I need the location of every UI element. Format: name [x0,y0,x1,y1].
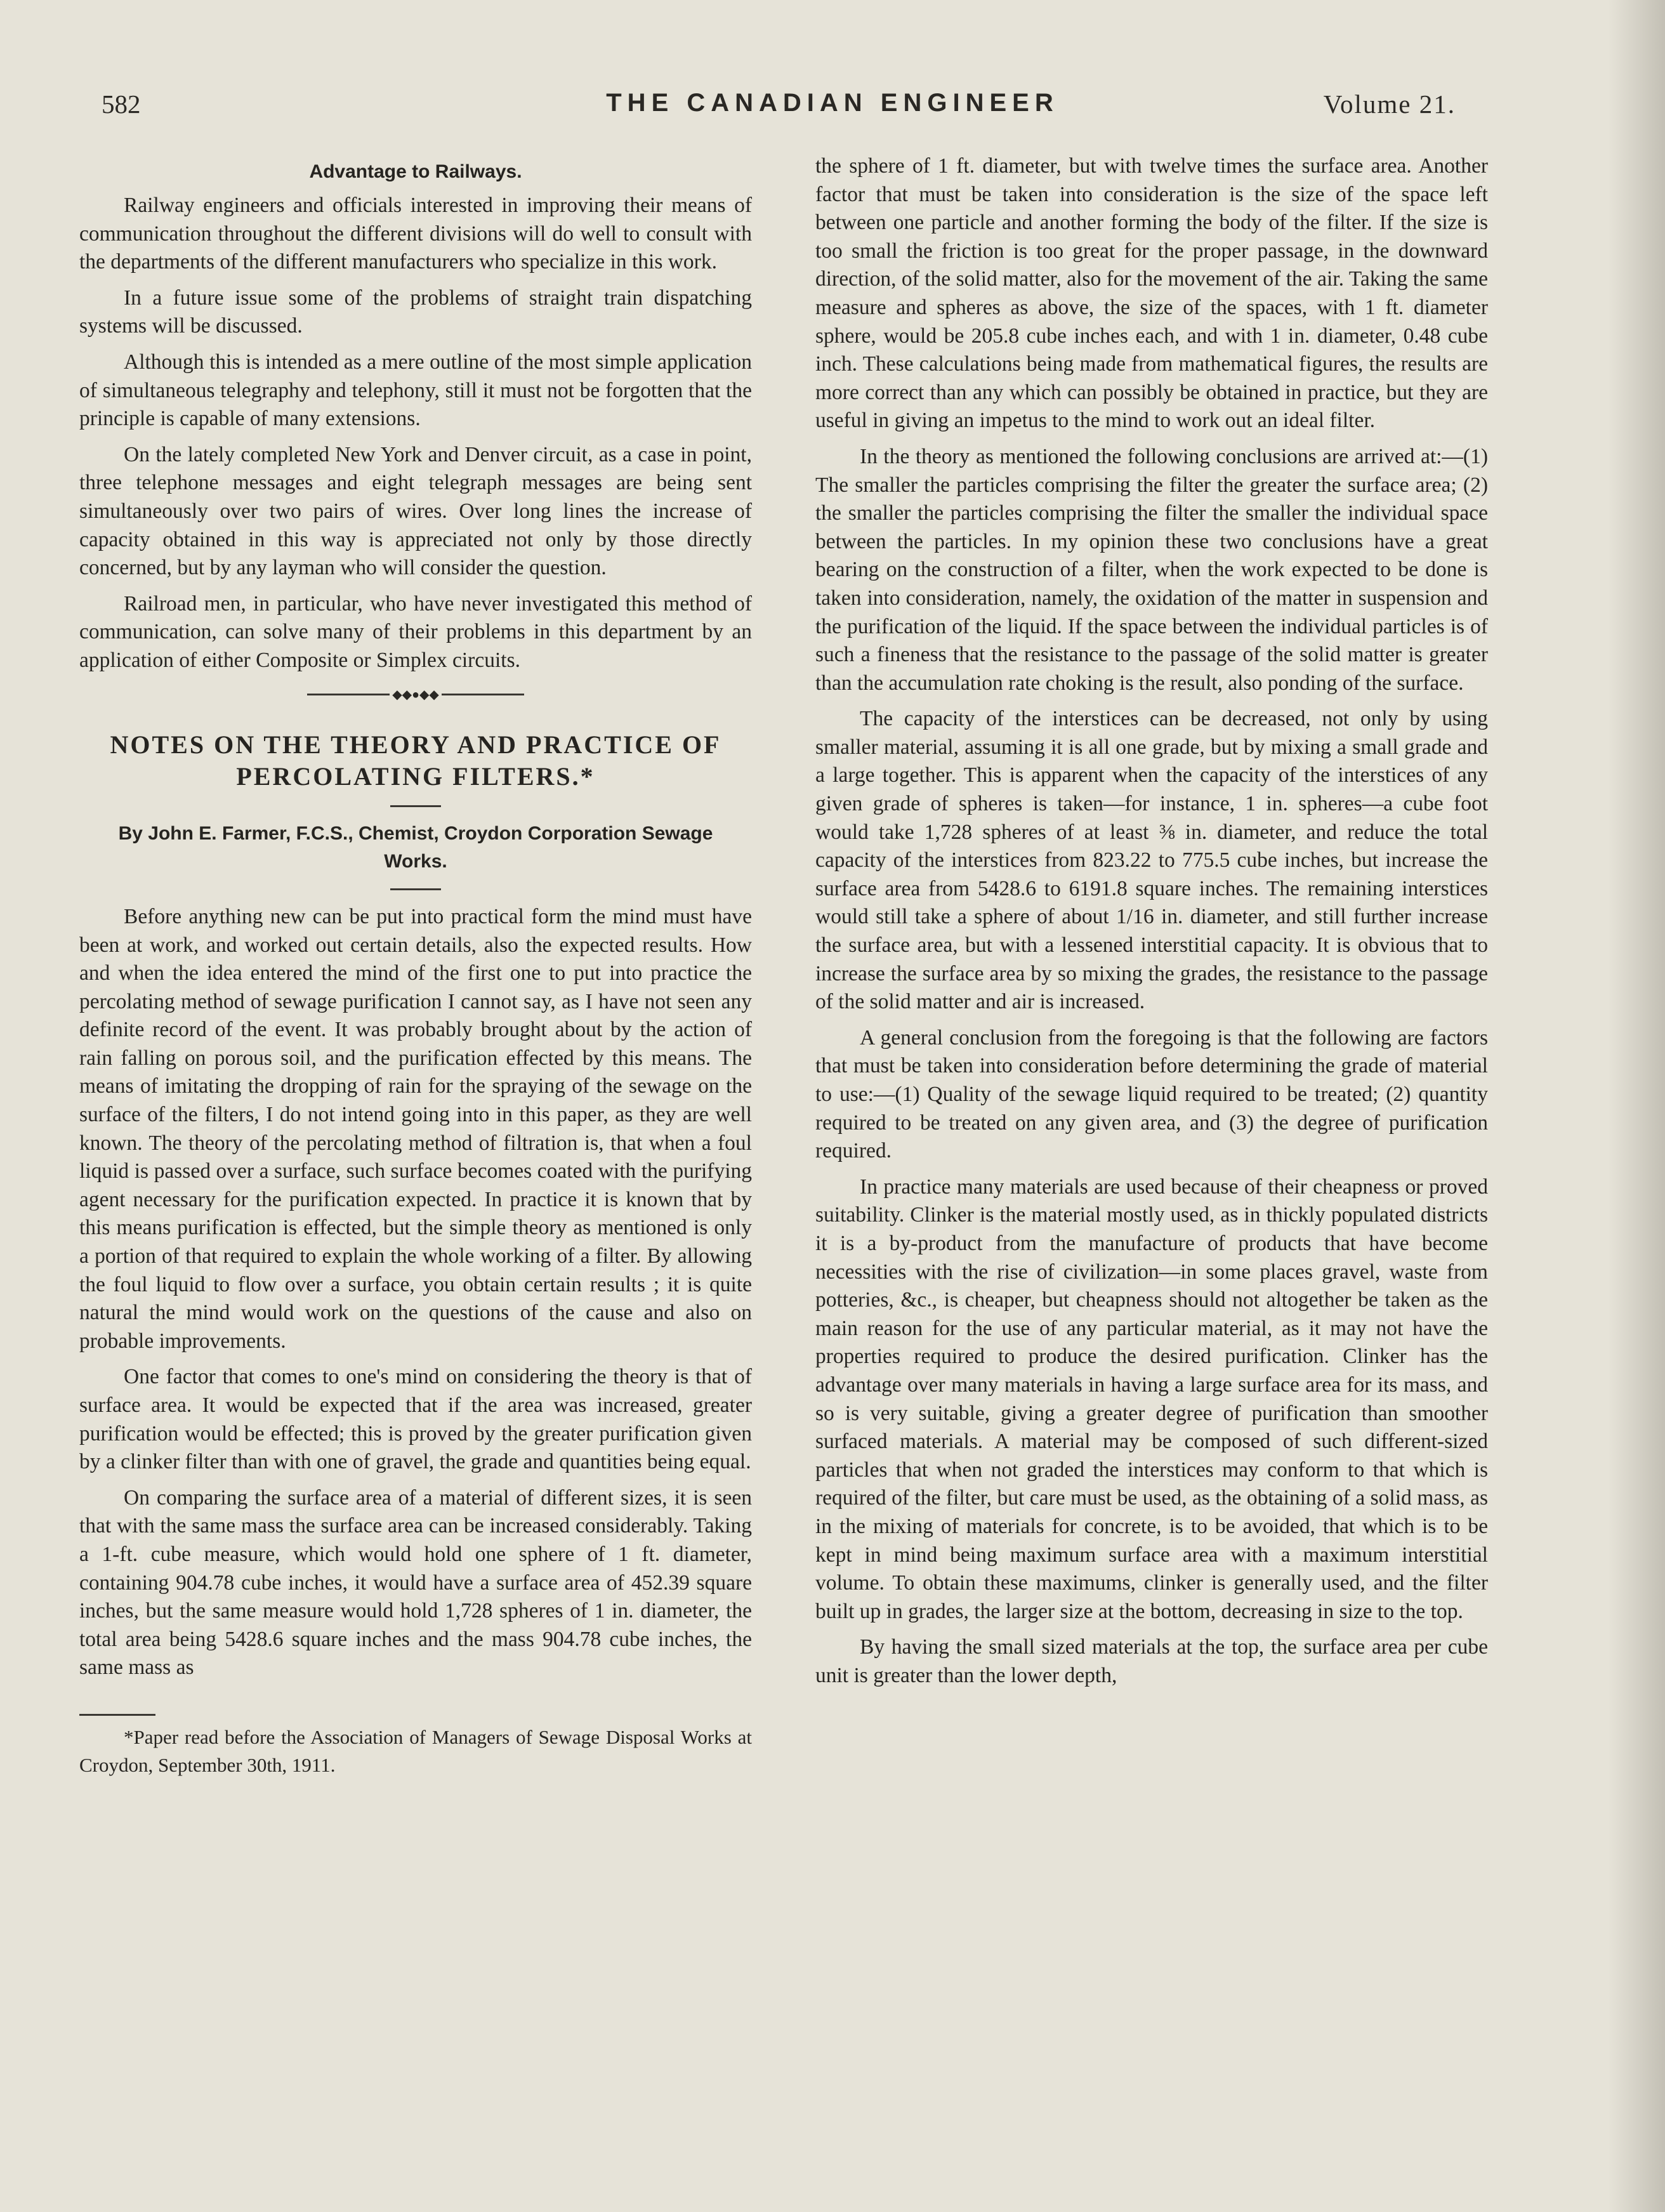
divider [390,888,441,890]
page-number: 582 [102,89,141,119]
footnote: *Paper read before the Association of Managers of Sewage Disposal Works at Croydon, September 30th, 1911. [79,1725,752,1776]
paragraph: On comparing the surface area of a material of different sizes, it is seen that with the same mass the surface area can be increased considerably. Taking a 1-ft. cube measure, which would hold one sphere of 1 ft. diameter, containing 904.78 cube inches, it would have a surface area of 452.39 square inches, but the same measure would hold 1,728 spheres of 1 in. diameter, the total area being 5428.6 square inches and the mass 904.78 cube inches, the same mass as [79,1485,752,1680]
page-edge-shadow [1608,0,1665,2212]
running-head-title: THE CANADIAN ENGINEER [606,89,1059,117]
paragraph: On the lately completed New York and Denver circuit, as a case in point, three telephone messages and eight telegraph messages are being sent simultaneously over two pairs of wires. Over long lines the increase of capacity obtained in this way is appreciated not only by those directly concerned, but by any layman who will consider the question. [79,442,752,580]
paragraph: In practice many materials are used because of their cheapness or proved suitability. Clinker is the material mostly used, as in thickly populated districts it is a by-product from the manufacture of products that have become necessities with the rise of civilization—in some places gravel, waste from potteries, &c., is cheaper, but cheapness should not altogether be taken as the main reason for the use of any particular material, as it may not have the properties required to produce the desired purification. Clinker has the advantage over many materials in having a large surface area for its mass, and so is very suitable, giving a greater degree of purification than smoother surfaced materials. A material may be composed of such different-sized particles that when not graded the interstices may conform to that which is required of the filter, but care must be used, as the obtaining of a solid mass, as in the mixing of materials for concrete, is to be avoided, that which is to be kept in mind being maximum surface area with a maximum interstitial volume. To obtain these maximums, clinker is generally used, and the filter built up in grades, the larger size at the bottom, decreasing in size to the top. [815,1175,1488,1623]
byline: By John E. Farmer, F.C.S., Chemist, Croydon Corporation Sewage Works. [118,822,713,872]
paragraph: In a future issue some of the problems of straight train dispatching systems will be discussed. [79,286,752,338]
left-column [79,152,752,1779]
divider [390,805,441,807]
paragraph: the sphere of 1 ft. diameter, but with twelve times the surface area. Another factor that must be taken into consideration is the size of the space left between one particle and another forming the body of the filter. If the size is too small the friction is too great for the proper passage, in the downward direction, of the solid matter, also for the movement of the air. Taking the same measure and spheres as above, the size of the spaces, with 1 ft. diameter sphere, would be 205.8 cube inches each, and with 1 in. diameter, 0.48 cube inch. These calculations being made from mathematical figures, the results are more correct than any which can possibly be obtained in practice, but they are useful in giving an impetus to the mind to work out an ideal filter. [815,154,1488,433]
paragraph: Although this is intended as a mere outline of the most simple application of simultaneous telegraphy and telephony, still it must not be forgotten that the principle is capable of many extensions. [79,350,752,431]
divider-rule [442,694,524,695]
paragraph: Railway engineers and officials interested in improving their means of communication throughout the different divisions will do well to consult with the departments of the different manufacturers who specialize in this work. [79,194,752,274]
right-column [815,152,1488,1697]
volume-label: Volume 21. [1323,89,1456,119]
paragraph: Railroad men, in particular, who have never investigated this method of communication, can solve many of their problems in this department by an application of either Composite or Simplex circuits. [79,591,752,672]
divider-rule [307,694,390,695]
ornament-icon: ◆◆●◆◆ [392,687,439,702]
paragraph: In the theory as mentioned the following conclusions are arrived at:—(1) The smaller the particles comprising the filter the greater the surface area; (2) the smaller the particles comprising the filter the smaller the individual space between the particles. In my opinion these two conclusions have a great bearing on the construction of a filter, when the work expected to be done is taken into consideration, namely, the oxidation of the matter in suspension and the purification of the liquid. If the space between the individual particles is of such a fineness that the resistance to the passage of the solid matter is greater than the accumulation rate choking is the result, also ponding of the surface. [815,444,1488,695]
section-heading: Advantage to Railways. [309,161,522,182]
paragraph: The capacity of the interstices can be decreased, not only by using smaller material, assuming it is all one grade, but by mixing a small grade and a large together. This is apparent when the capacity of the interstices of any given grade of spheres is taken—for instance, 1 in. spheres—a cube foot would take 1,728 spheres of at least ⅜ in. diameter, and reduce the total capacity of the interstices from 823.22 to 775.5 cube inches, but increase the surface area from 5428.6 to 6191.8 square inches. The remaining interstices would still take a sphere of about 1/16 in. diameter, and still further increase the surface area, but with a lessened interstitial capacity. It is obvious that to increase the surface area by so mixing the grades, the resistance to the passage of the solid matter and air is increased. [815,707,1488,1014]
article-title: NOTES ON THE THEORY AND PRACTICE OF PERCOLATING FILTERS.* [110,730,721,791]
footnote-rule [79,1714,155,1716]
ornament-divider [79,688,752,701]
paragraph: One factor that comes to one's mind on considering the theory is that of surface area. It would be expected that if the area was increased, greater purification would be effected; this is proved by the greater purification given by a clinker filter than with one of gravel, the grade and quantities being equal. [79,1365,752,1474]
paragraph: Before anything new can be put into practical form the mind must have been at work, and worked out certain details, also the expected results. How and when the idea entered the mind of the first one to put into practice the percolating method of sewage purification I cannot say, as I have not seen any definite record of the event. It was probably brought about by the action of rain falling on porous soil, and the purification effected by this means. The means of imitating the dropping of rain for the spraying of the sewage on the surface of the filters, I do not intend going into in this paper, as they are well known. The theory of the percolating method of filtration is, that when a foul liquid is passed over a surface, such surface becomes coated with the purifying agent necessary for the purification expected. In practice it is known that by this means purification is effected, but the simple theory as mentioned is only a portion of that required to explain the whole working of a filter. By allowing the foul liquid to flow over a surface, you obtain certain results ; it is quite natural the mind would work on the questions of the cause and also on probable improvements. [79,904,752,1353]
paragraph: A general conclusion from the foregoing is that the following are factors that must be taken into consideration before determining the grade of material to use:—(1) Quality of the sewage liquid required to be treated; (2) quantity required to be treated on any given area, and (3) the degree of purification required. [815,1025,1488,1163]
paragraph: By having the small sized materials at the top, the surface area per cube unit is greater than the lower depth, [815,1635,1488,1687]
